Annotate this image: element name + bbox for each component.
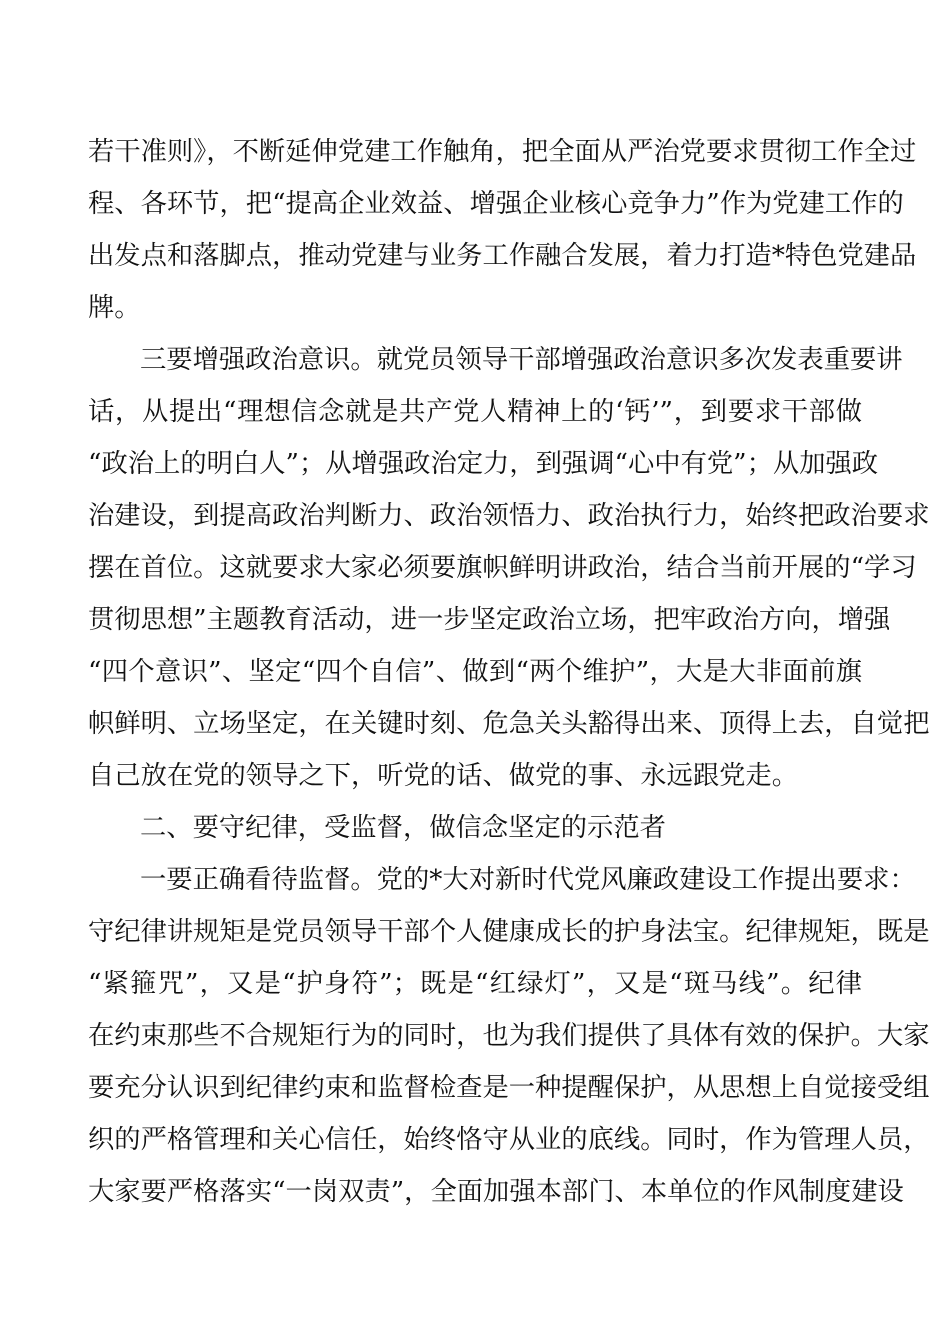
text-line: 出发点和落脚点，推动党建与业务工作融合发展，着力打造*特色党建品 — [88, 241, 917, 271]
text-line: “政治上的明白人”；从增强政治定力，到强调“心中有党”；从加强政 — [88, 449, 879, 479]
text-line: 守纪律讲规矩是党员领导干部个人健康成长的护身法宝。纪律规矩，既是 — [88, 917, 930, 947]
text-line: 在约束那些不合规矩行为的同时，也为我们提供了具体有效的保护。大家 — [88, 1021, 930, 1051]
text-line: 大家要严格落实“一岗双责”，全面加强本部门、本单位的作风制度建设 — [88, 1177, 904, 1207]
text-line: 织的严格管理和关心信任，始终恪守从业的底线。同时，作为管理人员， — [88, 1125, 930, 1155]
text-line: 程、各环节，把“提高企业效益、增强企业核心竞争力”作为党建工作的 — [88, 189, 904, 219]
text-line: 治建设，到提高政治判断力、政治领悟力、政治执行力，始终把政治要求 — [88, 501, 930, 531]
text-line: 若干准则》，不断延伸党建工作触角，把全面从严治党要求贯彻工作全过 — [88, 137, 917, 167]
text-line: 要充分认识到纪律约束和监督检查是一种提醒保护，从思想上自觉接受组 — [88, 1073, 930, 1103]
section-heading-text: 二、要守纪律，受监督，做信念坚定的示范者 — [140, 813, 666, 843]
text-line: 帜鲜明、立场坚定，在关键时刻、危急关头豁得出来、顶得上去，自觉把 — [88, 709, 930, 739]
text-line: 贯彻思想”主题教育活动，进一步坚定政治立场，把牢政治方向，增强 — [88, 605, 891, 635]
text-line: 自己放在党的领导之下，听党的话、做党的事、永远跟党走。 — [88, 761, 799, 791]
text-line: 牌。 — [88, 293, 141, 323]
text-line: “四个意识”、坚定“四个自信”、做到“两个维护”，大是大非面前旗 — [88, 657, 862, 687]
text-line: 一要正确看待监督。党的*大对新时代党风廉政建设工作提出要求： — [140, 865, 916, 895]
text-line: 摆在首位。这就要求大家必须要旗帜鲜明讲政治，结合当前开展的“学习 — [88, 553, 917, 583]
text-line: “紧箍咒”，又是“护身符”；既是“红绿灯”，又是“斑马线”。纪律 — [88, 969, 862, 999]
text-line: 话，从提出“理想信念就是共产党人精神上的‘钙’”，到要求干部做 — [88, 397, 862, 427]
text-line: 三要增强政治意识。就党员领导干部增强政治意识多次发表重要讲 — [140, 345, 903, 375]
